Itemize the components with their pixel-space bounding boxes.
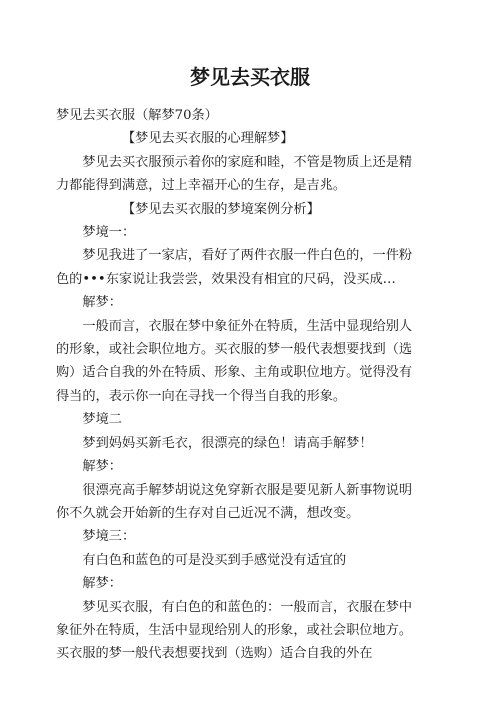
interpretation-text: 梦见买衣服，有白色的和蓝色的：一般而言，衣服在梦中象征外在特质，生活中显现给别人的形象，或社会职位地方。买衣服的梦一般代表想要找到（选购）适合自我的外在: [56, 599, 413, 662]
section-heading-cases: 【梦见去买衣服的梦境案例分析】: [122, 201, 320, 217]
interpretation-text: 一般而言，衣服在梦中象征外在特质，生活中显现给别人的形象，或社会职位地方。买衣服的梦一般代表想要找到（选购）适合自我的外在特质、形象、主角或职位地方。觉得没有得当的，表示你一向在寻找一个得当自我的形象。: [56, 318, 413, 404]
case-label: 梦境一：: [82, 225, 136, 241]
interpretation-label: 解梦：: [82, 459, 122, 475]
case-text: 有白色和蓝色的可是没买到手感觉没有适宜的: [82, 552, 347, 568]
document-subtitle: 梦见去买衣服（解梦70条）: [56, 108, 218, 123]
case-label: 梦境二: [82, 412, 122, 428]
section-heading-psychology: 【梦见去买衣服的心理解梦】: [122, 131, 294, 147]
case-text: 梦到妈妈买新毛衣，很漂亮的绿色！请高手解梦！: [82, 435, 373, 451]
page-title: 梦见去买衣服: [190, 65, 310, 89]
section-paragraph-psychology: 梦见去买衣服预示着你的家庭和睦，不管是物质上还是精力都能得到满意，过上幸福开心的生存，是吉兆。: [56, 154, 413, 194]
interpretation-label: 解梦：: [82, 576, 122, 592]
case-text: 梦见我进了一家店，看好了两件衣服一件白色的，一件粉色的•••东家说让我尝尝，效果没有相宜的尺码，没买成…: [56, 248, 413, 287]
case-label: 梦境三：: [82, 529, 136, 545]
interpretation-text: 很漂亮高手解梦胡说这免穿新衣服是要见新人新事物说明你不久就会开始新的生存对自己近况不满，想改变。: [56, 482, 413, 521]
interpretation-label: 解梦：: [82, 295, 122, 311]
